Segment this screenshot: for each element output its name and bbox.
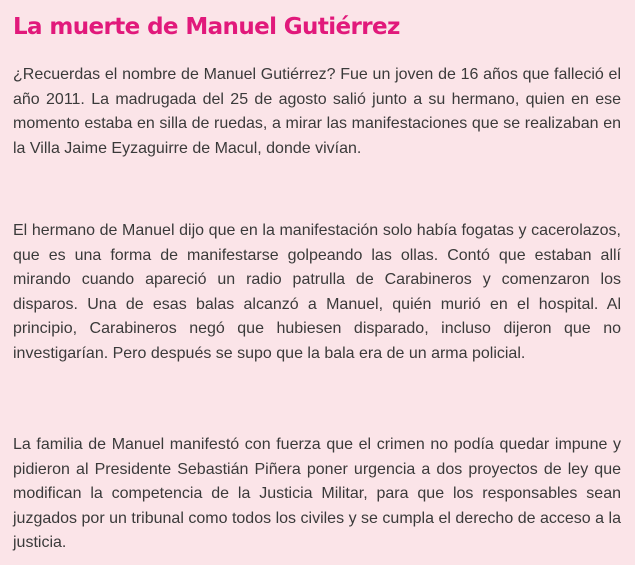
article-paragraph-1: ¿Recuerdas el nombre de Manuel Gutiérrez? Fue un joven de 16 años que falleció el año 2011. La madrugada del 25 de agosto salió junto a su hermano, quien en ese momento estaba en silla de ruedas, a mirar las manifestaciones que se realizaban en la Villa Jaime Eyzaguirre de Macul, donde vivían. bbox=[13, 66, 621, 157]
article-paragraph-3: La familia de Manuel manifestó con fuerza que el crimen no podía quedar impune y pidieron al Presidente Sebastián Piñera poner urgencia a dos proyectos de ley que modifican la competencia de la Justicia Militar, para que los responsables sean juzgados por un tribunal como todos los civiles y se cumpla el derecho de acceso a la justicia. bbox=[13, 436, 621, 552]
article-paragraph-2: El hermano de Manuel dijo que en la manifestación solo había fogatas y cacerolazos, que es una forma de manifestarse golpeando las ollas. Contó que estaban allí mirando cuando apareció un radio patrulla de Carabineros y comenzaron los disparos. Una de esas balas alcanzó a Manuel, quién murió en el hospital. Al principio, Carabineros negó que hubiesen disparado, incluso dijeron que no investigarían. Pero después se supo que la bala era de un arma policial. bbox=[13, 222, 621, 362]
article-title: La muerte de Manuel Gutiérrez bbox=[13, 14, 400, 40]
